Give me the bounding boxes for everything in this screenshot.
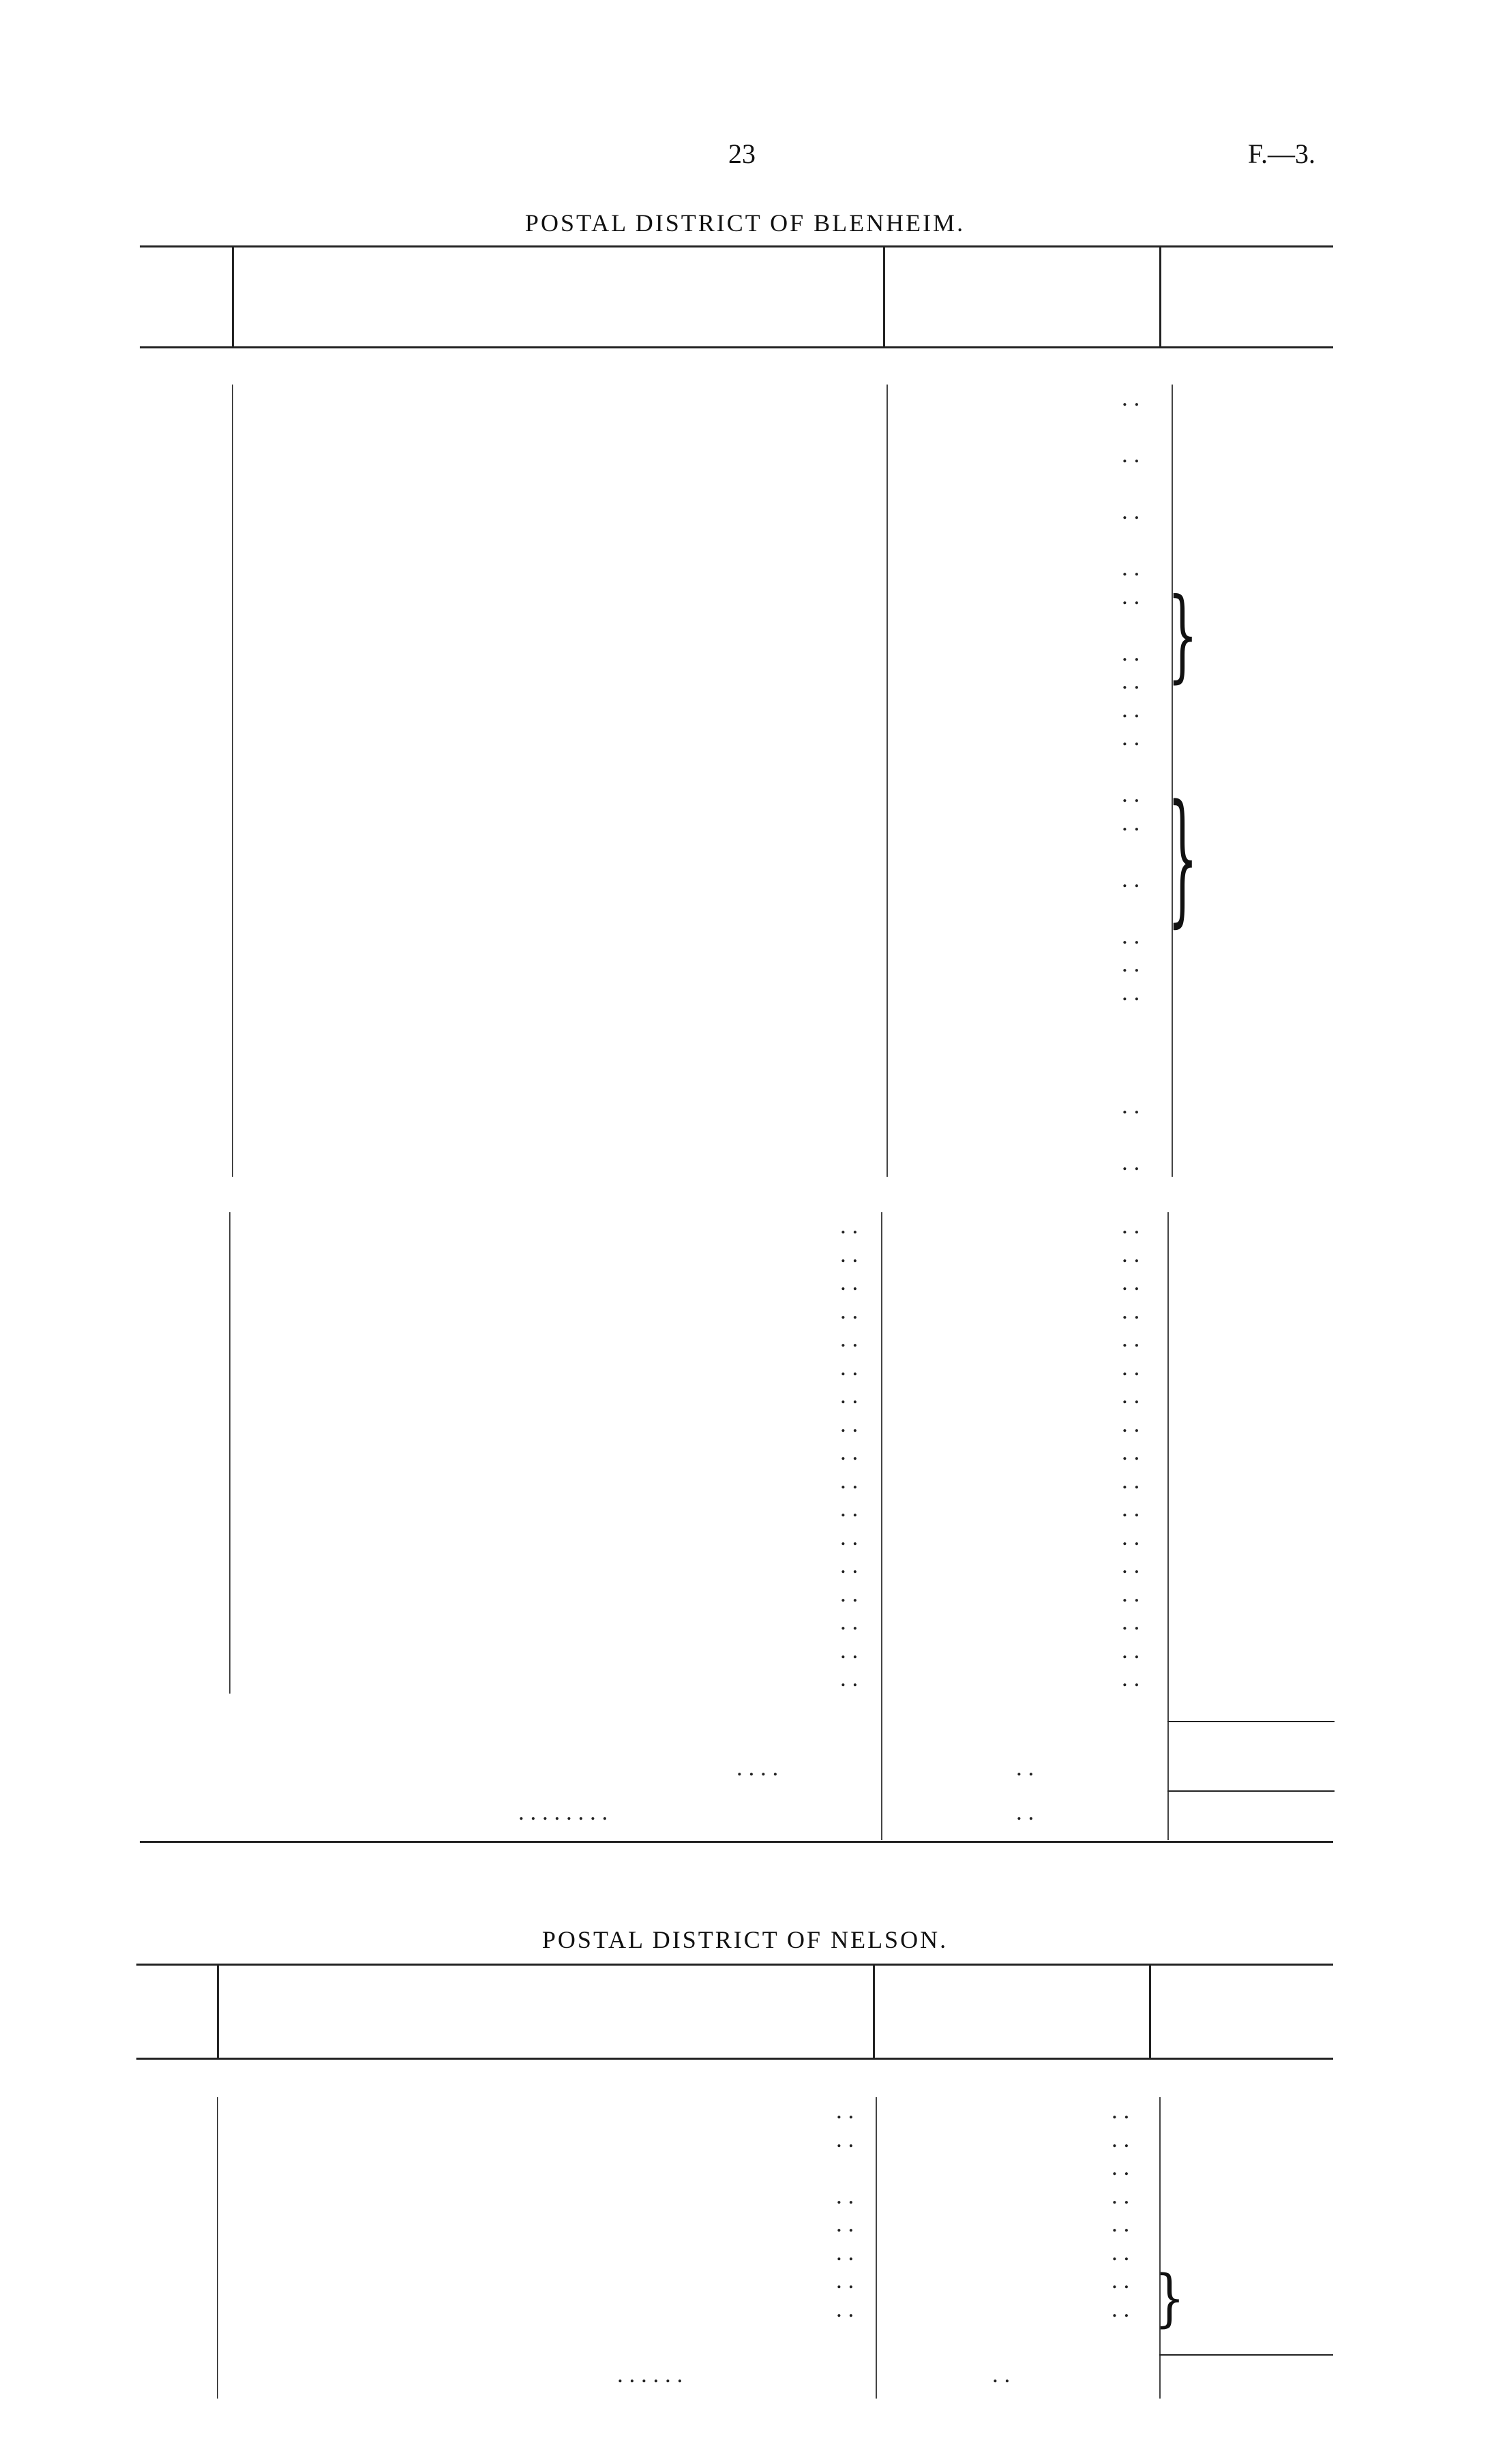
leader-dots: . . xyxy=(836,2182,854,2209)
leader-dots: . . xyxy=(840,1212,859,1239)
leader-dots: . . xyxy=(1122,1240,1140,1267)
leader-dots: . . xyxy=(1122,1467,1140,1494)
brace-group-5: } xyxy=(1167,575,1198,693)
leader-dots: . . xyxy=(1122,1552,1140,1578)
leader-dots: . . xyxy=(836,2267,854,2294)
leader-dots: . . xyxy=(840,1608,859,1635)
frequency-divider xyxy=(876,2097,877,2399)
nelson-title: POSTAL DISTRICT OF NELSON. xyxy=(541,1926,949,1953)
leader-dots: . . xyxy=(1122,1325,1140,1352)
leader-dots: . . xyxy=(1122,781,1140,807)
frequency-divider xyxy=(881,1212,882,1840)
leader-dots: . . xyxy=(1016,1799,1034,1825)
leader-dots: . . xyxy=(1122,667,1140,694)
subsidy-divider xyxy=(1167,1212,1169,1840)
leader-dots: . . xyxy=(840,1552,859,1578)
leader-dots: . . xyxy=(1122,441,1140,468)
leader-dots: . . xyxy=(840,1382,859,1409)
leader-dots: . . xyxy=(1122,950,1140,977)
leader-dots: . . xyxy=(1122,724,1140,751)
leader-dots: . . xyxy=(840,1325,859,1352)
leader-dots: . . xyxy=(1122,1148,1140,1175)
leader-dots: . . xyxy=(1122,1495,1140,1522)
leader-dots: . . . . xyxy=(736,1754,779,1781)
header-divider xyxy=(232,245,234,346)
leader-dots: . . xyxy=(1112,2097,1130,2124)
leader-dots: . . xyxy=(1122,582,1140,610)
leader-dots: . . xyxy=(1122,1580,1140,1607)
leader-dots: . . xyxy=(840,1410,859,1437)
leader-dots: . . xyxy=(1122,1382,1140,1409)
leader-dots: . . xyxy=(836,2125,854,2152)
leader-dots: . . xyxy=(1122,385,1140,411)
leader-dots: . . xyxy=(840,1467,859,1494)
leader-dots: . . xyxy=(840,1269,859,1295)
service-divider xyxy=(217,2097,218,2399)
service-divider xyxy=(232,385,233,1177)
leader-dots: . . . . . . . . xyxy=(518,1799,608,1825)
leader-dots: . . xyxy=(1112,2210,1130,2237)
leader-dots: . . xyxy=(1122,865,1140,892)
leader-dots: . . xyxy=(1122,1092,1140,1119)
leader-dots: . . xyxy=(1112,2154,1130,2180)
leader-dots: . . xyxy=(1122,1269,1140,1295)
leader-dots: . . xyxy=(1122,1439,1140,1465)
brace-group-picton: } xyxy=(1167,774,1198,942)
leader-dots: . . xyxy=(836,2238,854,2266)
leader-dots: . . xyxy=(1122,1212,1140,1239)
header-divider xyxy=(1159,245,1161,346)
leader-dots: . . xyxy=(1112,2125,1130,2152)
leader-dots: . . xyxy=(1112,2267,1130,2294)
carried-rule xyxy=(1159,2354,1333,2356)
header-divider xyxy=(873,1964,875,2058)
leader-dots: . . xyxy=(836,2097,854,2124)
leader-dots: . . xyxy=(840,1665,859,1692)
leader-dots: . . xyxy=(1122,1608,1140,1635)
page-reference: F.—3. xyxy=(1248,138,1316,169)
leader-dots: . . xyxy=(1122,809,1140,836)
leader-dots: . . xyxy=(1112,2238,1130,2266)
leader-dots: . . xyxy=(1122,978,1140,1006)
table-bottom-rule xyxy=(140,1841,1333,1843)
leader-dots: . . xyxy=(1122,554,1140,581)
leader-dots: . . xyxy=(840,1636,859,1664)
subtotal-rule xyxy=(1167,1721,1335,1722)
leader-dots: . . xyxy=(1112,2295,1130,2322)
subsidy-divider xyxy=(1159,2097,1161,2399)
leader-dots: . . xyxy=(992,2361,1011,2388)
leader-dots: . . xyxy=(840,1353,859,1381)
table-top-rule xyxy=(140,245,1333,247)
leader-dots: . . xyxy=(840,1523,859,1550)
leader-dots: . . xyxy=(1122,1636,1140,1664)
leader-dots: . . xyxy=(1016,1754,1034,1781)
page-number: 23 xyxy=(728,138,756,169)
brace-group-7: } xyxy=(1154,2262,1185,2334)
leader-dots: . . xyxy=(1122,695,1140,723)
leader-dots: . . xyxy=(1122,1297,1140,1324)
leader-dots: . . xyxy=(840,1297,859,1324)
leader-dots: . . xyxy=(840,1580,859,1607)
header-divider xyxy=(883,245,885,346)
leader-dots: . . xyxy=(1122,498,1140,524)
leader-dots: . . xyxy=(1122,1523,1140,1550)
leader-dots: . . xyxy=(1122,639,1140,666)
leader-dots: . . xyxy=(840,1240,859,1267)
leader-dots: . . . . . . xyxy=(617,2361,683,2388)
table-header-rule xyxy=(140,346,1333,348)
leader-dots: . . xyxy=(1112,2182,1130,2209)
service-divider xyxy=(229,1212,230,1694)
frequency-divider xyxy=(886,385,888,1177)
table-top-rule xyxy=(136,1964,1333,1966)
table-header-rule xyxy=(136,2058,1333,2060)
blenheim-title: POSTAL DISTRICT OF BLENHEIM. xyxy=(524,209,966,237)
leader-dots: . . xyxy=(1122,1410,1140,1437)
leader-dots: . . xyxy=(840,1439,859,1465)
header-divider xyxy=(217,1964,219,2058)
leader-dots: . . xyxy=(840,1495,859,1522)
leader-dots: . . xyxy=(836,2210,854,2237)
total-rule xyxy=(1167,1790,1335,1792)
leader-dots: . . xyxy=(836,2295,854,2322)
leader-dots: . . xyxy=(1122,1353,1140,1381)
leader-dots: . . xyxy=(1122,922,1140,949)
leader-dots: . . xyxy=(1122,1665,1140,1692)
header-divider xyxy=(1149,1964,1151,2058)
